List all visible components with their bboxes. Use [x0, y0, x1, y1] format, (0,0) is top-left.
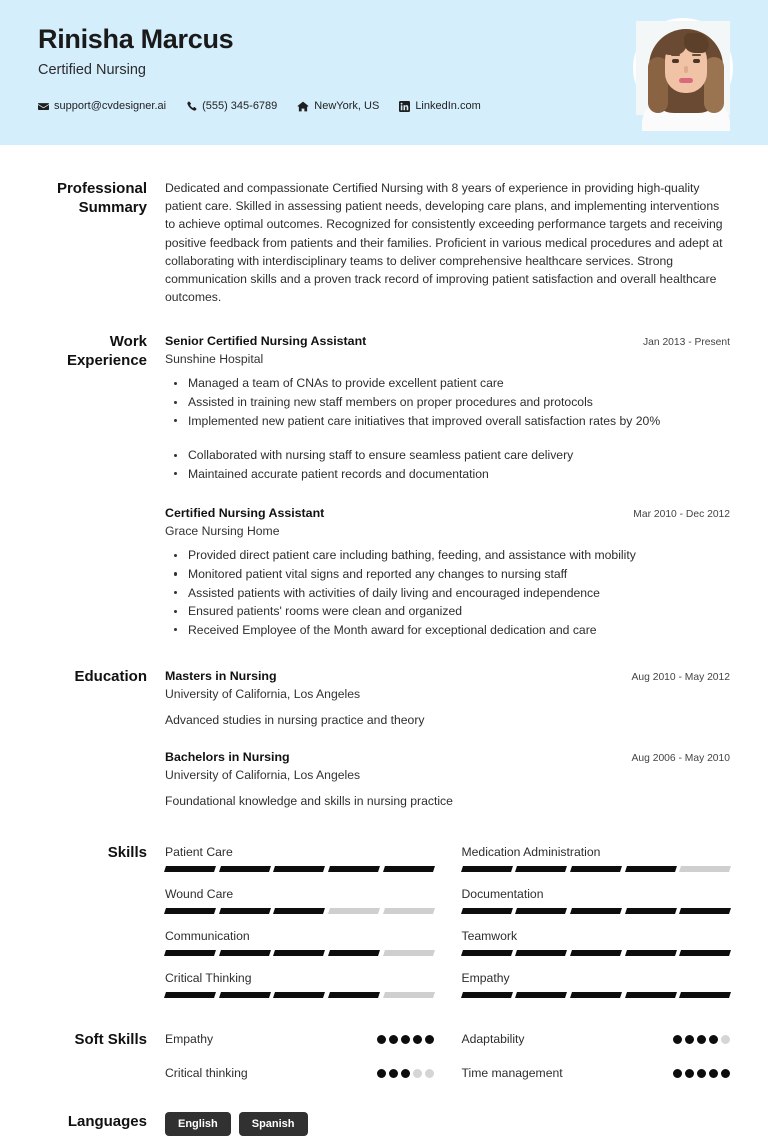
- soft-skill-level-dot: [673, 1069, 682, 1078]
- section-label-skills: Skills: [107, 844, 147, 862]
- skill-name: Patient Care: [165, 845, 233, 860]
- education-entry-date: Aug 2010 - May 2012: [631, 672, 730, 684]
- work-entry: [165, 332, 730, 483]
- skill-level-bar: [625, 950, 677, 956]
- soft-skills-grid: [165, 1030, 730, 1082]
- skill-level-bar: [679, 950, 731, 956]
- education-entry-description: Foundational knowledge and skills in nursing practice: [165, 794, 453, 809]
- soft-skill-level-dot: [401, 1035, 410, 1044]
- section-label-work: Work Experience: [66, 333, 147, 370]
- skill-level-bar: [164, 992, 216, 998]
- skill-level-bar: [515, 992, 567, 998]
- bullet-item: Monitored patient vital signs and reported any changes to nursing staff: [165, 565, 730, 584]
- contact-phone[interactable]: [186, 100, 277, 112]
- contact-linkedin[interactable]: [399, 100, 480, 112]
- skill-name: Empathy: [461, 971, 510, 986]
- avatar-photo: [636, 21, 730, 115]
- soft-skill-level-dot: [697, 1035, 706, 1044]
- soft-skill-level-dot: [685, 1035, 694, 1044]
- skill-level-bar: [461, 866, 513, 872]
- skill-level-bar: [679, 908, 731, 914]
- skill-level-bars: [165, 866, 434, 872]
- skill-level-bar: [383, 908, 435, 914]
- soft-skill-level-dot: [685, 1069, 694, 1078]
- soft-skill-level-dot: [401, 1069, 410, 1078]
- skill-level-bar: [625, 908, 677, 914]
- skill-level-bars: [165, 950, 434, 956]
- education-entry: [165, 748, 730, 811]
- soft-skill-level-dot: [709, 1035, 718, 1044]
- skill-level-bar: [461, 950, 513, 956]
- bullet-item: Collaborated with nursing staff to ensure seamless patient care delivery: [165, 446, 730, 465]
- soft-skill-item: [165, 1064, 434, 1082]
- skill-level-bar: [570, 992, 622, 998]
- work-entry: [165, 504, 730, 639]
- skill-name: Wound Care: [165, 887, 234, 902]
- bullet-item: Maintained accurate patient records and documentation: [165, 465, 730, 484]
- soft-skill-name: Time management: [461, 1066, 563, 1081]
- soft-skill-level-dot: [389, 1035, 398, 1044]
- contact-linkedin-text: LinkedIn.com: [415, 100, 481, 112]
- soft-skill-level-dot: [721, 1069, 730, 1078]
- work-entry-org: Sunshine Hospital: [165, 352, 264, 367]
- skill-level-bar: [570, 866, 622, 872]
- bullet-item: Ensured patients' rooms were clean and organized: [165, 602, 730, 621]
- skill-level-bar: [328, 908, 380, 914]
- soft-skill-name: Critical thinking: [165, 1066, 248, 1081]
- resume-body: [0, 179, 768, 1136]
- skill-level-bar: [328, 992, 380, 998]
- skill-level-bar: [383, 950, 435, 956]
- contact-phone-text: (555) 345-6789: [202, 100, 278, 112]
- skill-item: [462, 885, 731, 914]
- section-label-languages: Languages: [67, 1113, 147, 1131]
- soft-skill-level-dots: [377, 1069, 434, 1078]
- soft-skill-item: [165, 1030, 434, 1048]
- skill-level-bar: [164, 908, 216, 914]
- education-entry-title: Masters in Nursing: [165, 669, 277, 684]
- work-entry-bullets: [165, 546, 730, 639]
- skill-name: Documentation: [461, 887, 544, 902]
- soft-skill-level-dot: [673, 1035, 682, 1044]
- skill-level-bar: [219, 992, 271, 998]
- soft-skill-level-dot: [413, 1035, 422, 1044]
- soft-skill-level-dot: [377, 1035, 386, 1044]
- skill-name: Medication Administration: [461, 845, 601, 860]
- bullet-item: Received Employee of the Month award for exceptional dedication and care: [165, 621, 730, 640]
- education-entry-org: University of California, Los Angeles: [165, 687, 361, 702]
- skill-level-bar: [164, 950, 216, 956]
- soft-skill-level-dot: [389, 1069, 398, 1078]
- skill-level-bar: [219, 908, 271, 914]
- resume-header: [0, 0, 768, 145]
- skill-level-bar: [328, 866, 380, 872]
- soft-skill-level-dot: [721, 1035, 730, 1044]
- section-label-summary: Professional Summary: [56, 180, 147, 216]
- section-languages: [38, 1112, 730, 1136]
- page-title: Rinisha Marcus: [38, 24, 234, 54]
- skills-grid: [165, 843, 730, 998]
- bullet-item: Implemented new patient care initiatives that improved overall satisfaction rates by 20%: [165, 412, 730, 431]
- skill-item: [165, 843, 434, 872]
- education-entry-org: University of California, Los Angeles: [165, 768, 361, 783]
- skill-level-bar: [570, 908, 622, 914]
- skill-level-bar: [515, 908, 567, 914]
- contact-location-text: NewYork, US: [314, 100, 380, 112]
- skill-level-bar: [219, 950, 271, 956]
- section-work-experience: [38, 332, 730, 641]
- contact-row: [38, 100, 730, 112]
- work-entry-title: Senior Certified Nursing Assistant: [165, 334, 367, 349]
- skill-level-bar: [383, 992, 435, 998]
- education-entry-date: Aug 2006 - May 2010: [631, 753, 730, 765]
- summary-text: Dedicated and compassionate Certified Nursing with 8 years of experience in providing high-quality patient care. Skilled in assessing patient needs, developing care plans, and implementing interventions to achieve optimal outcomes. Recognized for consistently exceeding performance targets and receiving positive feedback from patients and their families. Proficient in various medical procedures and adept at collaborating with interdisciplinary teams to deliver comprehensive healthcare services. Strong communication skills and a proven track record of improving patient satisfaction and overall healthcare outcomes.: [165, 181, 723, 305]
- soft-skill-level-dot: [697, 1069, 706, 1078]
- phone-icon: [186, 101, 197, 112]
- section-soft-skills: [38, 1030, 730, 1082]
- soft-skill-level-dots: [673, 1069, 730, 1078]
- language-badge: English: [165, 1112, 231, 1136]
- skill-level-bar: [219, 866, 271, 872]
- envelope-icon: [38, 101, 49, 112]
- skill-item: [165, 885, 434, 914]
- education-entry-title: Bachelors in Nursing: [165, 750, 290, 765]
- work-entry-bullets: [165, 374, 730, 483]
- skill-name: Teamwork: [461, 929, 518, 944]
- skill-level-bar: [461, 992, 513, 998]
- section-skills: [38, 843, 730, 998]
- skill-level-bar: [383, 866, 435, 872]
- skill-level-bar: [273, 866, 325, 872]
- skill-level-bar: [273, 950, 325, 956]
- contact-email[interactable]: [38, 100, 166, 112]
- soft-skill-level-dot: [709, 1069, 718, 1078]
- skill-level-bar: [461, 908, 513, 914]
- skill-level-bars: [462, 992, 731, 998]
- work-entry-date: Mar 2010 - Dec 2012: [633, 509, 730, 521]
- linkedin-icon: [399, 101, 410, 112]
- skill-level-bars: [165, 908, 434, 914]
- section-label-soft-skills: Soft Skills: [74, 1031, 147, 1049]
- skill-item: [462, 843, 731, 872]
- skill-level-bar: [679, 866, 731, 872]
- work-entry-date: Jan 2013 - Present: [642, 337, 730, 349]
- soft-skill-name: Adaptability: [461, 1032, 525, 1047]
- skill-level-bar: [273, 992, 325, 998]
- skill-level-bars: [462, 950, 731, 956]
- education-entry-description: Advanced studies in nursing practice and theory: [165, 713, 425, 728]
- avatar: [633, 18, 733, 118]
- language-badge: Spanish: [239, 1112, 308, 1136]
- bullet-item: Provided direct patient care including bathing, feeding, and assistance with mobility: [165, 546, 730, 565]
- bullet-item: Assisted patients with activities of daily living and encouraged independence: [165, 584, 730, 603]
- bullet-item: Managed a team of CNAs to provide excellent patient care: [165, 374, 730, 393]
- section-education: [38, 667, 730, 813]
- skill-item: [165, 969, 434, 998]
- section-label-education: Education: [74, 668, 147, 686]
- contact-email-text: support@cvdesigner.ai: [54, 100, 167, 112]
- skill-level-bars: [462, 866, 731, 872]
- soft-skill-name: Empathy: [165, 1032, 214, 1047]
- skill-level-bar: [515, 950, 567, 956]
- skill-item: [462, 969, 731, 998]
- soft-skill-level-dot: [425, 1069, 434, 1078]
- soft-skill-level-dots: [377, 1035, 434, 1044]
- skill-name: Communication: [165, 929, 250, 944]
- skill-item: [462, 927, 731, 956]
- skill-item: [165, 927, 434, 956]
- skill-level-bars: [165, 992, 434, 998]
- soft-skill-item: [462, 1030, 731, 1048]
- languages-list: [165, 1112, 730, 1136]
- soft-skill-item: [462, 1064, 731, 1082]
- soft-skill-level-dots: [673, 1035, 730, 1044]
- skill-name: Critical Thinking: [165, 971, 252, 986]
- skill-level-bar: [328, 950, 380, 956]
- soft-skill-level-dot: [377, 1069, 386, 1078]
- section-professional-summary: [38, 179, 730, 306]
- skill-level-bar: [164, 866, 216, 872]
- skill-level-bars: [462, 908, 731, 914]
- skill-level-bar: [679, 992, 731, 998]
- skill-level-bar: [570, 950, 622, 956]
- skill-level-bar: [273, 908, 325, 914]
- soft-skill-level-dot: [413, 1069, 422, 1078]
- education-entry: [165, 667, 730, 730]
- home-icon: [297, 101, 309, 112]
- job-title: Certified Nursing: [38, 62, 146, 78]
- skill-level-bar: [625, 992, 677, 998]
- contact-location[interactable]: [297, 100, 379, 112]
- soft-skill-level-dot: [425, 1035, 434, 1044]
- work-entry-title: Certified Nursing Assistant: [165, 506, 325, 521]
- skill-level-bar: [625, 866, 677, 872]
- bullet-item: Assisted in training new staff members on proper procedures and protocols: [165, 393, 730, 412]
- work-entry-org: Grace Nursing Home: [165, 524, 280, 539]
- skill-level-bar: [515, 866, 567, 872]
